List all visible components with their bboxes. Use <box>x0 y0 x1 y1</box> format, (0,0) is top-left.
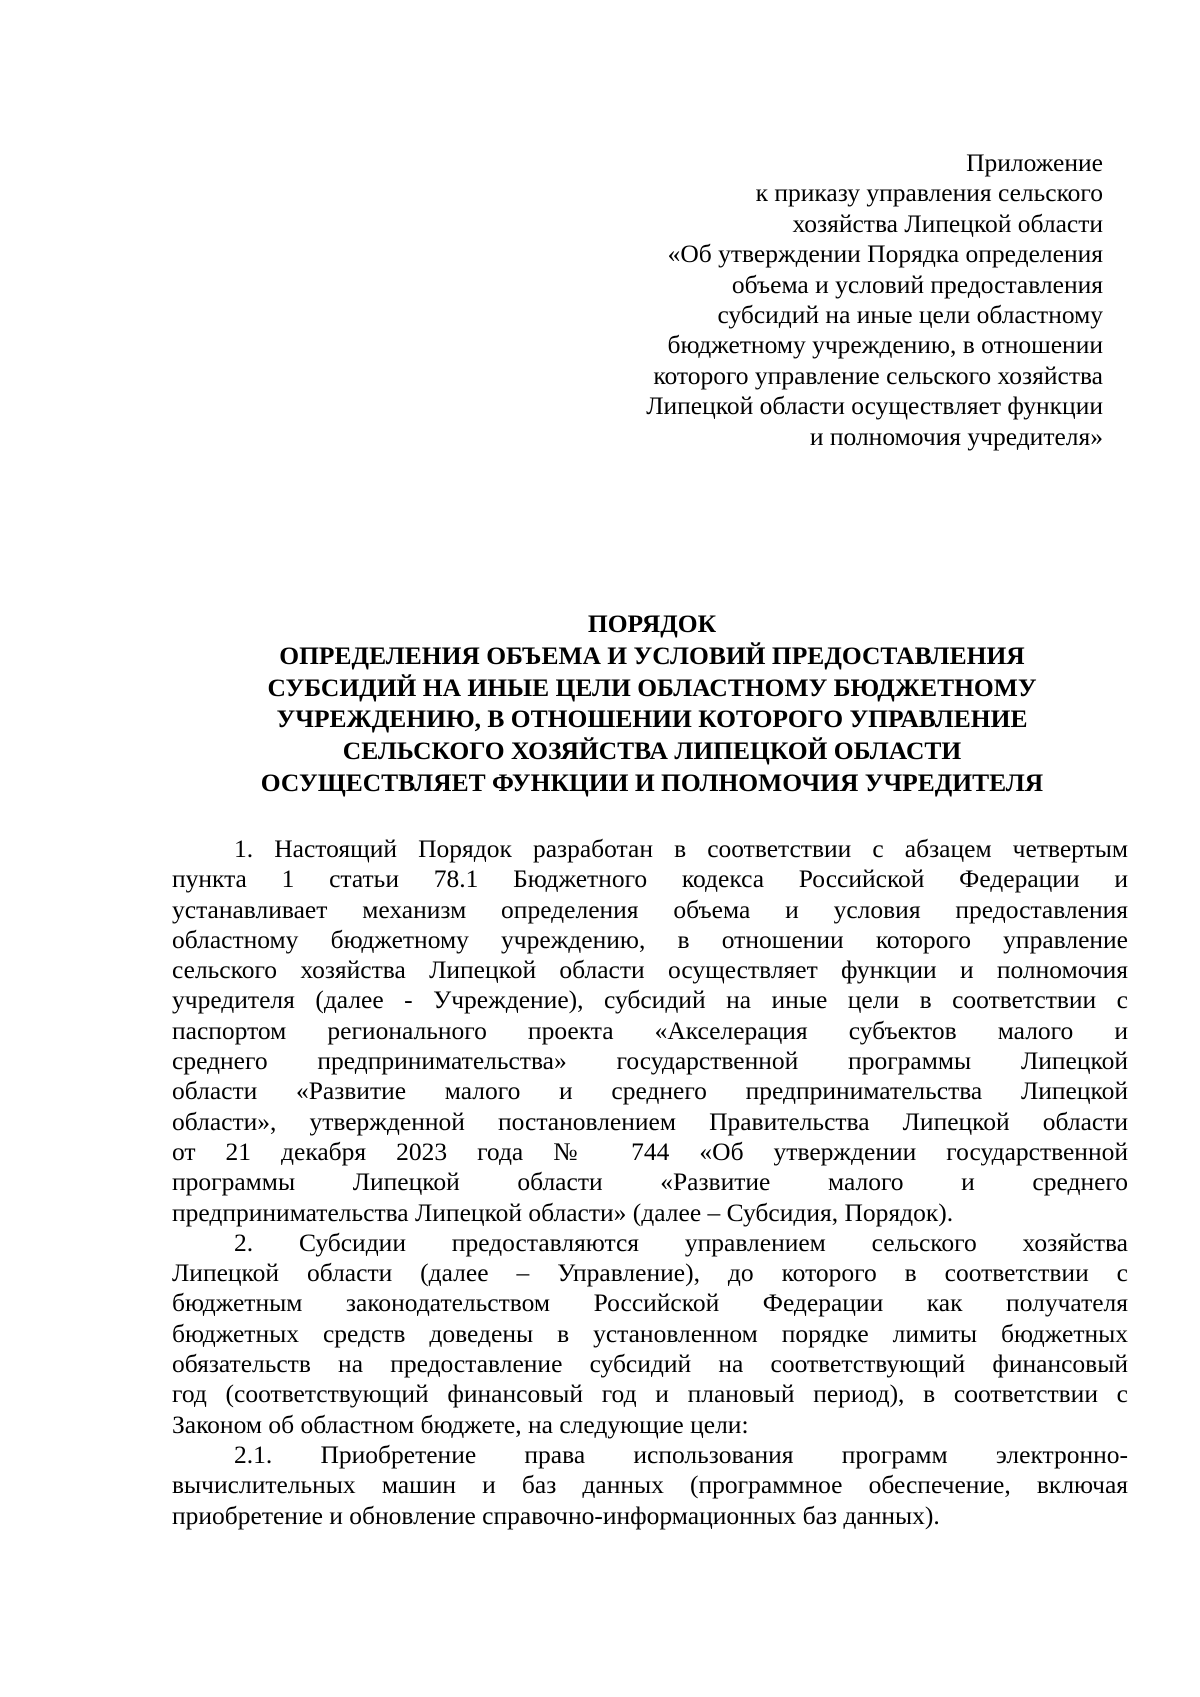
paragraph-line: пункта 1 статьи 78.1 Бюджетного кодекса Российской Федерации и <box>172 864 1128 894</box>
paragraph-line: 2.1. Приобретение права использования программ электронно- <box>234 1439 1128 1469</box>
title-line: ОПРЕДЕЛЕНИЯ ОБЪЕМА И УСЛОВИЙ ПРЕДОСТАВЛЕНИЯ <box>279 640 1025 670</box>
paragraph-2 <box>172 1228 1128 1440</box>
paragraph-line: бюджетных средств доведены в установленном порядке лимиты бюджетных <box>172 1318 1128 1348</box>
paragraph-line: области «Развитие малого и среднего предпринимательства Липецкой <box>172 1076 1128 1106</box>
appendix-line: Приложение <box>966 148 1103 177</box>
paragraph-1 <box>172 834 1128 1228</box>
paragraph-line: устанавливает механизм определения объема и условия предоставления <box>172 894 1128 924</box>
title-line: СЕЛЬСКОГО ХОЗЯЙСТВА ЛИПЕЦКОЙ ОБЛАСТИ <box>342 736 962 766</box>
paragraph-line: учредителя (далее - Учреждение), субсидий на иные цели в соответствии с <box>172 985 1128 1015</box>
paragraph-line: областному бюджетному учреждению, в отношении которого управление <box>172 924 1128 954</box>
paragraph-line: 1. Настоящий Порядок разработан в соответствии с абзацем четвертым <box>234 834 1128 863</box>
paragraph-line: 2. Субсидии предоставляются управлением сельского хозяйства <box>234 1227 1128 1257</box>
title-line: СУБСИДИЙ НА ИНЫЕ ЦЕЛИ ОБЛАСТНОМУ БЮДЖЕТНОМУ <box>267 672 1037 702</box>
paragraph-line: Законом об областном бюджете, на следующие цели: <box>172 1409 749 1439</box>
paragraph-2-1 <box>172 1440 1128 1531</box>
appendix-header <box>543 148 1103 452</box>
appendix-line: хозяйства Липецкой области <box>792 208 1103 238</box>
appendix-line: к приказу управления сельского <box>755 178 1103 208</box>
paragraph-line: сельского хозяйства Липецкой области осуществляет функции и полномочия <box>172 955 1128 985</box>
paragraph-line: предпринимательства Липецкой области» (далее – Субсидия, Порядок). <box>172 1197 954 1227</box>
appendix-line: бюджетному учреждению, в отношении <box>667 330 1103 360</box>
paragraph-line: области», утвержденной постановлением Правительства Липецкой области <box>172 1106 1128 1136</box>
paragraph-line: вычислительных машин и баз данных (программное обеспечение, включая <box>172 1470 1128 1500</box>
paragraph-line: Липецкой области (далее – Управление), до которого в соответствии с <box>172 1258 1128 1288</box>
appendix-line: «Об утверждении Порядка определения <box>667 239 1103 269</box>
title-line: ПОРЯДОК <box>587 609 717 638</box>
document-body <box>172 834 1128 1531</box>
paragraph-line: паспортом регионального проекта «Акселерация субъектов малого и <box>172 1015 1128 1045</box>
paragraph-line: год (соответствующий финансовый год и плановый период), в соответствии с <box>172 1379 1128 1409</box>
document-title <box>172 608 1132 799</box>
paragraph-line: приобретение и обновление справочно-информационных баз данных). <box>172 1500 940 1530</box>
paragraph-line: бюджетным законодательством Российской Федерации как получателя <box>172 1288 1128 1318</box>
paragraph-line: среднего предпринимательства» государственной программы Липецкой <box>172 1046 1128 1076</box>
appendix-line: субсидий на иные цели областному <box>717 300 1103 330</box>
appendix-line: которого управление сельского хозяйства <box>653 360 1103 390</box>
title-line: ОСУЩЕСТВЛЯЕТ ФУНКЦИИ И ПОЛНОМОЧИЯ УЧРЕДИТЕЛЯ <box>260 767 1044 797</box>
title-line: УЧРЕЖДЕНИЮ, В ОТНОШЕНИИ КОТОРОГО УПРАВЛЕНИЕ <box>276 704 1028 734</box>
paragraph-line: от 21 декабря 2023 года № 744 «Об утверждении государственной <box>172 1136 1128 1166</box>
paragraph-line: программы Липецкой области «Развитие малого и среднего <box>172 1167 1128 1197</box>
appendix-line: и полномочия учредителя» <box>809 421 1103 451</box>
appendix-line: объема и условий предоставления <box>731 269 1103 299</box>
paragraph-line: обязательств на предоставление субсидий на соответствующий финансовый <box>172 1349 1128 1379</box>
appendix-line: Липецкой области осуществляет функции <box>646 391 1103 421</box>
